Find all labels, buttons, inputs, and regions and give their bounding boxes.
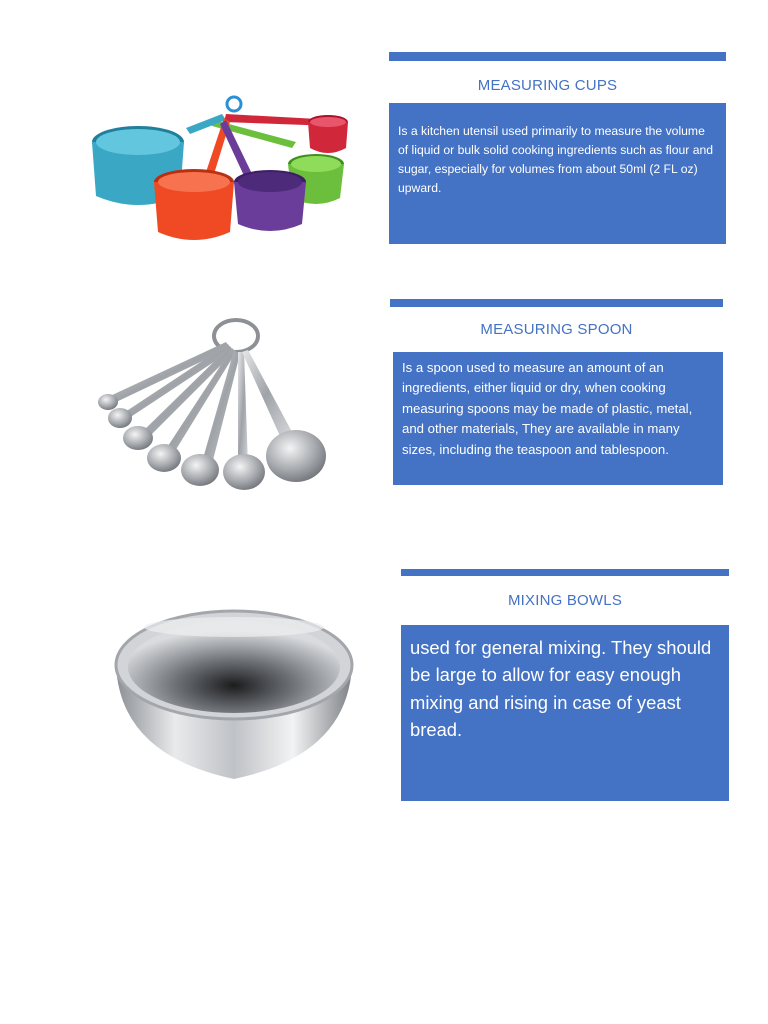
section-top-bar: [389, 52, 726, 61]
measuring-cups-image: [86, 92, 350, 252]
mixing-bowls-description-box: [401, 625, 729, 801]
mixing-bowls-description: used for general mixing. They should be large to allow for easy enough mixing and rising in case of yeast bread.: [410, 637, 712, 741]
measuring-spoon-description: Is a spoon used to measure an amount of an ingredients, either liquid or dry, when cooking measuring spoons may be made of plastic, metal, and other materials, They are available in many sizes, including the teaspoon and tablespoon.: [402, 360, 693, 457]
section-top-bar: [390, 299, 723, 307]
mixing-bowl-image: [112, 605, 356, 785]
section-title-mixing-bowls: MIXING BOWLS: [507, 592, 623, 609]
measuring-spoons-image: [94, 290, 338, 540]
section-title-measuring-spoon: MEASURING SPOON: [480, 321, 633, 338]
measuring-spoon-description-box: [393, 352, 723, 485]
measuring-cups-description-box: [389, 103, 726, 244]
section-title-measuring-cups: MEASURING CUPS: [477, 77, 618, 94]
section-top-bar: [401, 569, 729, 576]
measuring-cups-description: Is a kitchen utensil used primarily to measure the volume of liquid or bulk solid cooking ingredients such as flour and sugar, especially for volumes from about 50ml (2 FL oz) upward.: [398, 124, 714, 195]
